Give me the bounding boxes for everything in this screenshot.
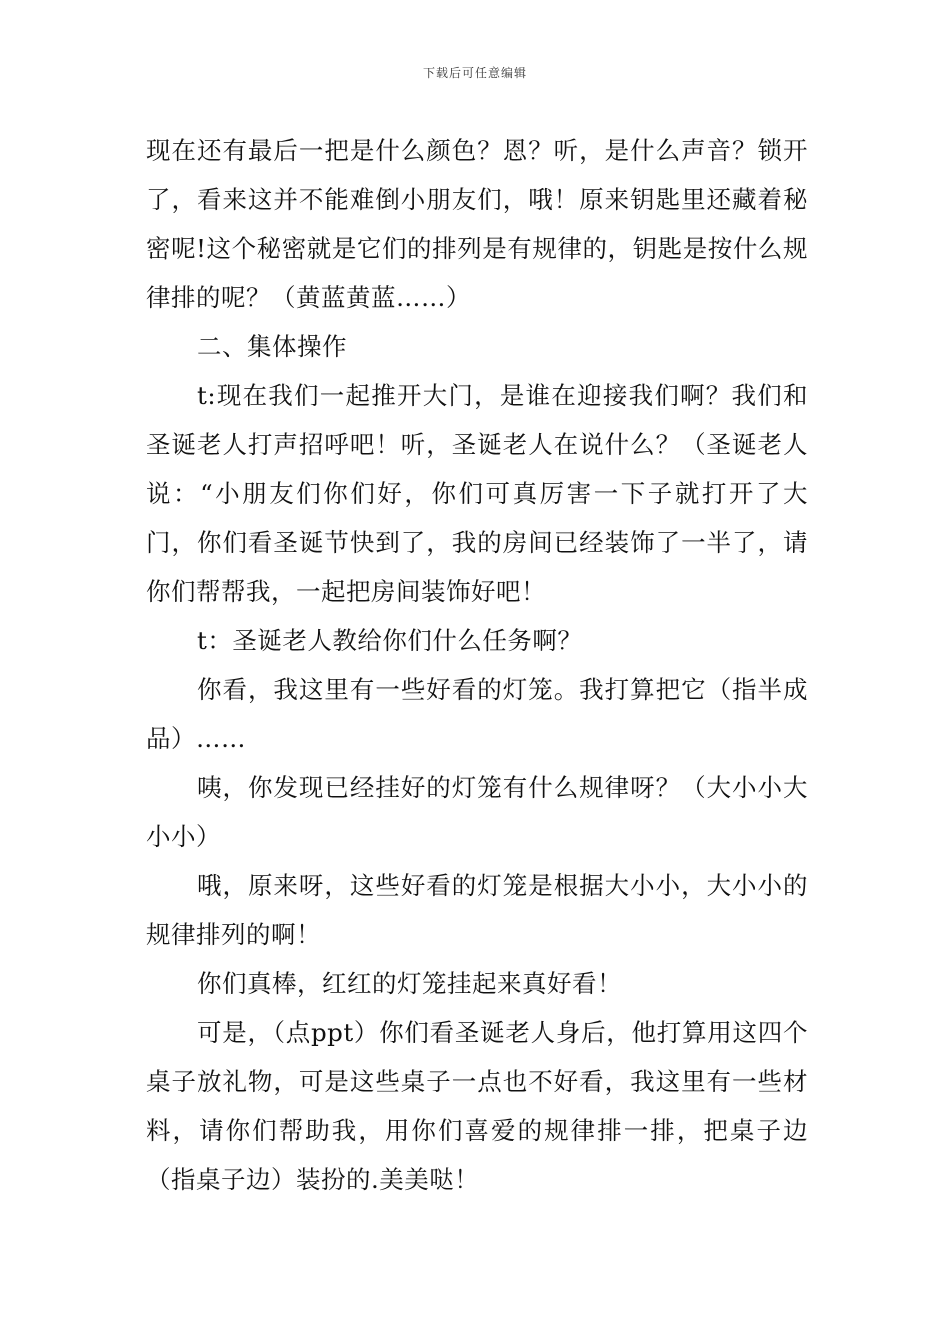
paragraph: t：圣诞老人教给你们什么任务啊？ [197, 626, 583, 655]
paragraph: 现在还有最后一把是什么颜色？恩？听，是什么声音？锁开了，看来这并不能难倒小朋友们，哦！原来钥匙里还藏着秘密呢!这个秘密就是它们的排列是有规律的，钥匙是按什么规律排的呢？（黄蓝黄蓝……） [146, 136, 808, 312]
paragraph: t:现在我们一起推开大门，是谁在迎接我们啊？我们和圣诞老人打声招呼吧！听，圣诞老人在说什么？（圣诞老人说：“小朋友们你们好，你们可真厉害一下子就打开了大门，你们看圣诞节快到了，我的房间已经装饰了一半了，请你们帮帮我，一起把房间装饰好吧！ [146, 381, 808, 606]
paragraph: 你看，我这里有一些好看的灯笼。我打算把它（指半成品）…… [146, 675, 808, 753]
page-header: 下载后可任意编辑 [422, 66, 527, 80]
section-heading: 二、集体操作 [197, 332, 347, 361]
paragraph: 哦，原来呀，这些好看的灯笼是根据大小小，大小小的规律排列的啊！ [146, 871, 808, 949]
paragraph: 咦，你发现已经挂好的灯笼有什么规律呀？（大小小大小小） [146, 773, 808, 851]
document-body [146, 126, 808, 1204]
paragraph: 你们真棒，红红的灯笼挂起来真好看！ [197, 969, 622, 998]
paragraph: 可是，（点ppt）你们看圣诞老人身后，他打算用这四个桌子放礼物，可是这些桌子一点也不好看，我这里有一些材料，请你们帮助我，用你们喜爱的规律排一排，把桌子边（指桌子边）装扮的.美美哒！ [146, 1018, 808, 1194]
